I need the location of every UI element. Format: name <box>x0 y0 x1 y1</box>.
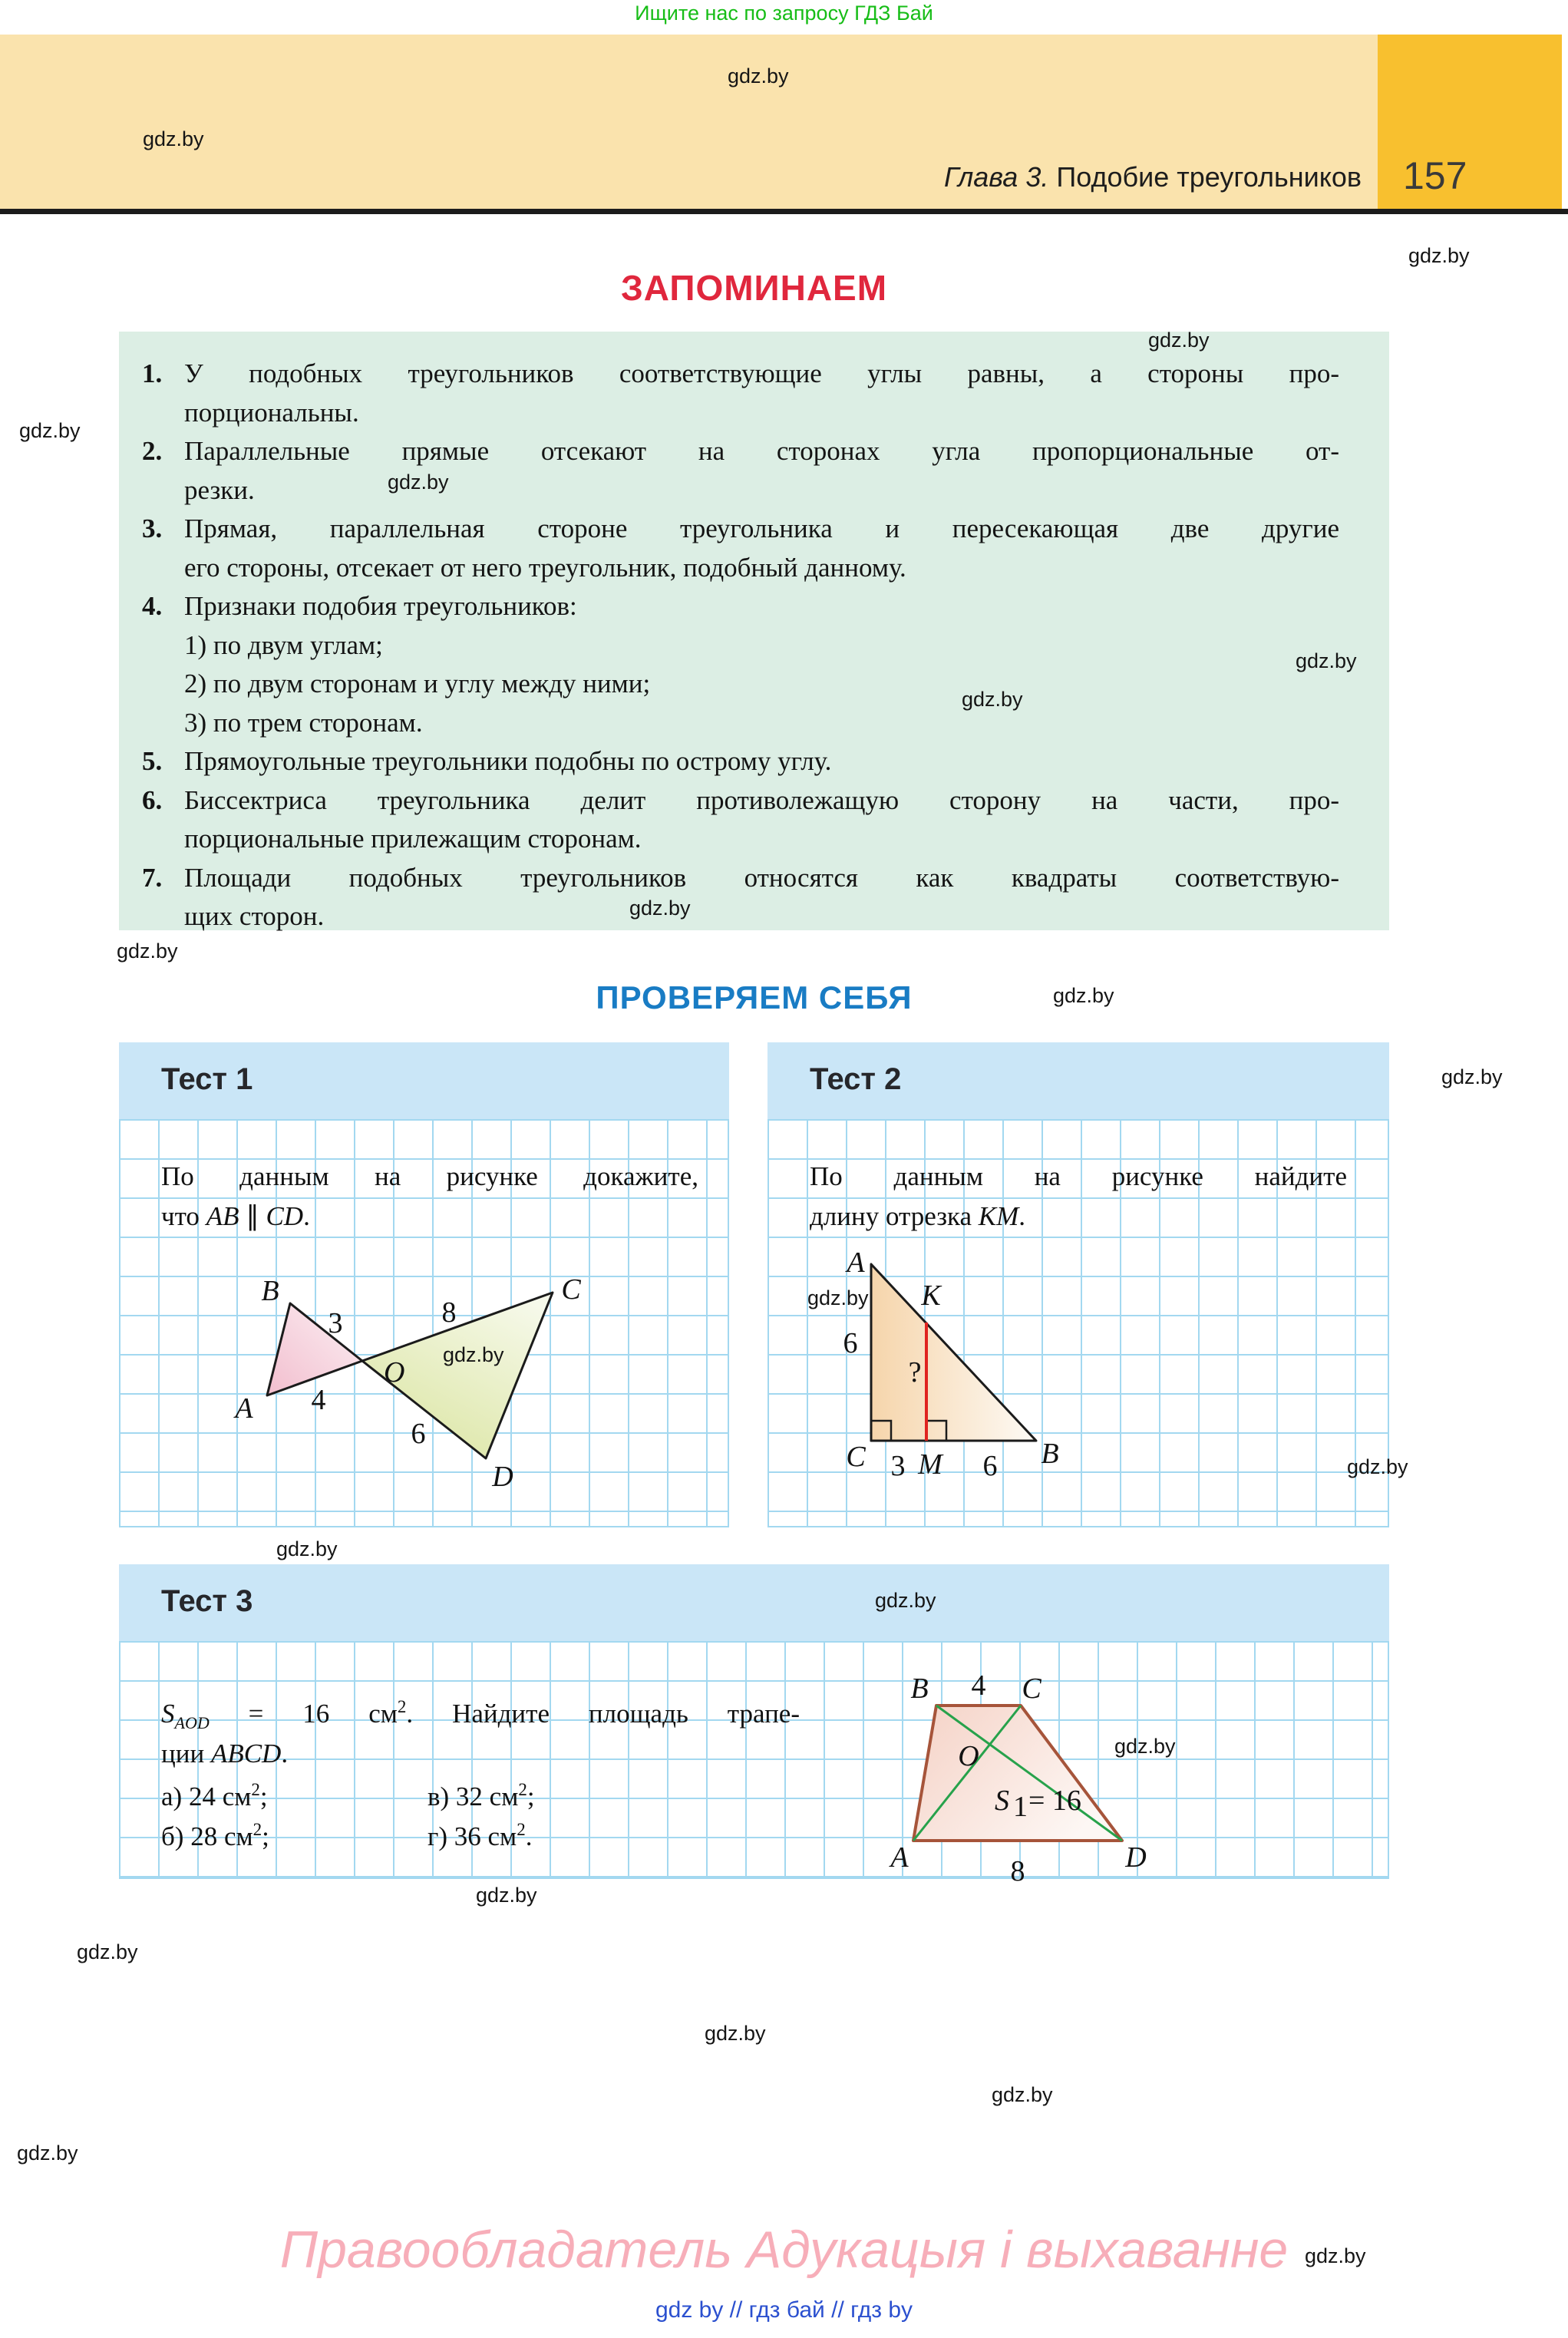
watermark-text: gdz.by <box>19 419 81 442</box>
vertex-label-a: A <box>847 1247 865 1279</box>
test1-statement-line2: что AB ∥ CD. <box>161 1201 310 1231</box>
memo-line: 7. Площади подобных треугольников относятся как квадраты соответствую- <box>140 859 1339 898</box>
vertex-label-a: A <box>235 1392 253 1425</box>
test3-option-b: б) 28 $см^2$; <box>161 1820 269 1851</box>
memo-line: 3. Прямая, параллельная стороне треугольника и пересекающая две другие <box>140 510 1339 549</box>
test2-statement-line1: По данным на рисунке найдите <box>810 1161 1347 1191</box>
vertex-label-b: B <box>1041 1438 1059 1470</box>
watermark-text: gdz.by <box>443 1343 504 1366</box>
vertex-label-a: A <box>890 1841 909 1874</box>
memo-item-number: 2. <box>142 436 163 466</box>
vertex-label-b: B <box>261 1275 279 1307</box>
watermark-text: gdz.by <box>1296 649 1357 672</box>
watermark-text: gdz.by <box>705 2022 766 2045</box>
side-label-bc: 4 <box>971 1669 986 1702</box>
memo-item-number: 7. <box>142 862 163 893</box>
chapter-title: Подобие треугольников <box>1048 161 1362 193</box>
watermark-text: gdz.by <box>388 471 449 494</box>
right-triangle-figure <box>798 1236 1397 1489</box>
test3-option-a: а) 24 $см^2$; <box>161 1780 268 1811</box>
test3-option-g: г) 36 $см^2$. <box>427 1820 533 1851</box>
top-banner: Ищите нас по запросу ГДЗ Бай <box>635 2 933 25</box>
segment-label-km: ? <box>908 1356 922 1389</box>
watermark-text: gdz.by <box>1347 1455 1408 1478</box>
crossing-triangles-figure <box>230 1263 591 1493</box>
segment-label-mb: 6 <box>982 1450 998 1482</box>
memo-box <box>119 332 1389 930</box>
test2-statement-line2: длину отрезка KM. <box>810 1201 1026 1231</box>
memo-item-number: 5. <box>142 746 163 776</box>
watermark-text: gdz.by <box>17 2142 78 2165</box>
side-label-ac: 6 <box>843 1327 858 1359</box>
watermark-text: gdz.by <box>728 64 789 88</box>
watermark-text: gdz.by <box>1114 1735 1176 1758</box>
watermark-text: gdz.by <box>117 939 178 963</box>
memo-line: щих сторон. <box>184 901 325 931</box>
vertex-label-o: O <box>384 1356 405 1389</box>
memo-line: 2. Параллельные прямые отсекают на сторонах угла пропорциональные от- <box>140 432 1339 471</box>
watermark-text: gdz.by <box>992 2083 1053 2106</box>
memo-line: порциональны. <box>184 397 359 428</box>
test1-header <box>119 1042 729 1119</box>
area-label-s: S <box>995 1785 1009 1817</box>
vertex-label-o: O <box>958 1740 979 1772</box>
chapter-label: Глава 3. <box>943 161 1049 193</box>
divider-rule <box>0 209 1568 214</box>
copyright-line: Правообладатель Адукацыя і выхаванне <box>279 2221 1289 2279</box>
watermark-text: gdz.by <box>962 688 1023 711</box>
watermark-text: gdz.by <box>1148 329 1210 352</box>
watermark-text: gdz.by <box>1441 1065 1503 1088</box>
check-heading: ПРОВЕРЯЕМ СЕБЯ <box>596 979 913 1015</box>
test3-option-v: в) 32 $см^2$; <box>427 1780 535 1811</box>
test3-statement-line1: $S_{AOD} = 16$ $см^2$. Найдите площадь трапе- <box>161 1697 800 1732</box>
memo-line: резки. <box>184 474 255 505</box>
segment-label-oc: 8 <box>441 1296 457 1329</box>
watermark-text: gdz.by <box>77 1940 138 1963</box>
test2-header <box>767 1042 1389 1119</box>
area-label-value: = 16 <box>1028 1785 1081 1817</box>
watermark-text: gdz.by <box>875 1589 936 1612</box>
watermark-text: gdz.by <box>1053 984 1114 1007</box>
vertex-label-d: D <box>492 1461 513 1493</box>
watermark-text: gdz.by <box>629 897 691 920</box>
vertex-label-k: K <box>921 1280 941 1312</box>
memo-item-number: 1. <box>142 358 163 388</box>
memo-line: 6. Биссектриса треугольника делит противолежащую сторону на части, про- <box>140 781 1339 821</box>
watermark-text: gdz.by <box>276 1537 338 1560</box>
watermark-text: gdz.by <box>143 127 204 150</box>
memo-line: его стороны, отсекает от него треугольник, подобный данному. <box>184 552 906 583</box>
segment-label-ao: 4 <box>311 1384 326 1416</box>
memo-item-number: 3. <box>142 514 163 543</box>
memo-subline: 1) по двум углам; <box>184 629 383 660</box>
memo-subline: 3) по трем сторонам. <box>184 707 423 738</box>
side-label-ad: 8 <box>1010 1855 1025 1887</box>
test3-statement-line2: ции ABCD. <box>161 1739 289 1768</box>
memo-list <box>119 332 1389 936</box>
test2-title: Тест 2 <box>810 1062 902 1096</box>
test1-title: Тест 1 <box>161 1062 253 1096</box>
segment-label-cm: 3 <box>890 1450 906 1482</box>
triangle-acb <box>871 1264 1036 1441</box>
memo-line: 4. Признаки подобия треугольников: <box>140 587 1339 626</box>
triangle-abo <box>267 1303 362 1395</box>
trapezoid-figure <box>883 1669 1405 1888</box>
segment-label-od: 6 <box>411 1418 426 1450</box>
memo-subline: 2) по двум сторонам и углу между ними; <box>184 669 651 698</box>
watermark-text: gdz.by <box>1305 2244 1366 2267</box>
memo-line: 1. У подобных треугольников соответствующие углы равны, а стороны про- <box>140 355 1339 394</box>
segment-label-bo: 3 <box>328 1307 343 1339</box>
vertex-label-m: M <box>918 1448 942 1481</box>
memo-line: 5. Прямоугольные треугольники подобны по острому углу. <box>140 742 1339 781</box>
watermark-text: gdz.by <box>1408 244 1470 267</box>
vertex-label-c: C <box>1022 1673 1041 1705</box>
memo-heading: ЗАПОМИНАЕМ <box>620 268 888 308</box>
watermark-text: gdz.by <box>476 1884 537 1907</box>
area-label-s-sub: 1 <box>1013 1791 1028 1823</box>
memo-item-number: 4. <box>142 591 163 621</box>
vertex-label-b: B <box>910 1673 929 1705</box>
vertex-label-c: C <box>846 1441 866 1473</box>
test3-header <box>119 1564 1389 1641</box>
test1-statement-line1: По данным на рисунке докажите, <box>161 1161 698 1191</box>
memo-item-number: 6. <box>142 784 163 815</box>
vertex-label-d: D <box>1125 1841 1147 1874</box>
watermark-text: gdz.by <box>807 1286 869 1309</box>
breadcrumb <box>691 161 1362 193</box>
memo-line: порциональные прилежащим сторонам. <box>184 824 642 854</box>
page-number: 157 <box>1403 154 1467 197</box>
footer-links: gdz by // гдз бай // гдз by <box>655 2297 913 2323</box>
vertex-label-c: C <box>561 1273 581 1306</box>
test3-title: Тест 3 <box>161 1584 253 1618</box>
